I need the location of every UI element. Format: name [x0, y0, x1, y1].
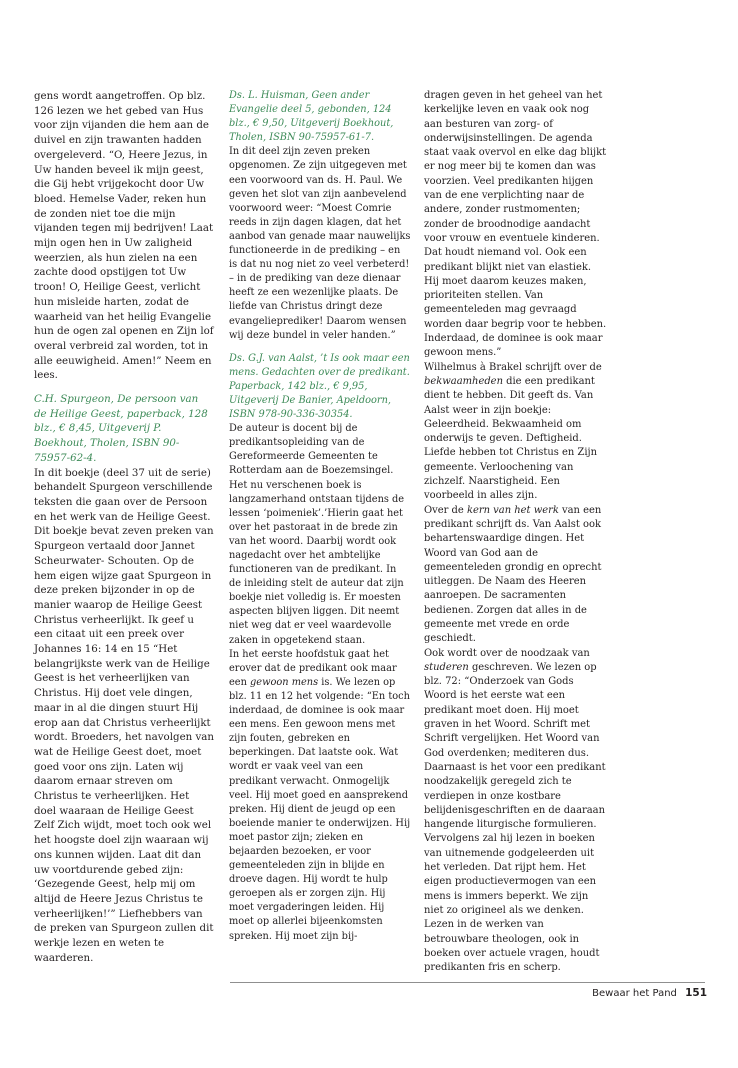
- page-footer: [592, 987, 707, 999]
- body-paragraph: dragen geven in het geheel van het kerkelijke leven en vaak ook nog aan besturen van zorg- of onderwijsinstellingen. De agenda staat vaak overvol en elke dag blijkt er nog meer bij te komen dan was voorzien. Veel predikanten hijgen van de ene verplichting naar de andere, zonder rustmomenten; zonder de broodnodige aandacht voor vrouw en eventuele kinderen. Dat houdt niemand vol. Ook een predikant blijkt niet van elastiek. Hij moet daarom keuzes maken, prioriteiten stellen. Van gemeenteleden mag gevraagd worden daar begrip voor te hebben. Inderdaad, de dominee is ook maar gewoon mens.”: [424, 90, 607, 359]
- emphasis: gewoon mens: [250, 676, 319, 688]
- body-paragraph: [424, 361, 608, 504]
- body-paragraph: In dit boekje (deel 37 uit de serie) behandelt Spurgeon verschillende teksten die gaan over de Persoon en het werk van de Heilige Geest. Dit boekje bevat zeven preken van Spurgeon vertaald door Jannet Scheurwater- Schouten. Op de hem eigen wijze gaat Spurgeon in deze preken bijzonder in op de manier waarop de Heilige Geest Christus verheerlijkt. Ik geef u een citaat uit een preek over Johannes 16: 14 en 15 “Het belangrijkste werk van de Heilige Geest is het verheerlijken van Christus. Hij doet vele dingen, maar in al die dingen stuurt Hij erop aan dat Christus verheerlijkt wordt. Broeders, het navolgen van wat de Heilige Geest doet, moet goed voor ons zijn. Laten wij daarom ernaar streven om Christus te verheerlijken. Het doel waaraan de Heilige Geest Zelf Zich wijdt, moet toch ook wel het hoogste doel zijn waaraan wij ons kunnen wijden. Laat dit dan uw voortdurende gebed zijn: ‘Gezegende Geest, help mij om altijd de Heere Jezus Christus te verheerlijken!’” Liefhebbers van de preken van Spurgeon zullen dit werkje lezen en weten te waarderen.: [34, 466, 215, 964]
- emphasis: studeren: [424, 661, 469, 673]
- text-run: Over de: [424, 504, 467, 516]
- body-paragraph: gens wordt aangetroffen. Op blz. 126 lezen we het gebed van Hus voor zijn vijanden die hem aan de duivel en zijn trawanten hadden overgeleverd. “O, Heere Jezus, in Uw handen beveel ik mijn geest, die Gij hebt vrijgekocht door Uw bloed. Hemelse Vader, reken hun de zonden niet toe die mijn vijanden tegen mij bedrijven! Laat mijn ogen hen in Uw zaligheid weerzien, als hun zielen na een zachte dood opstijgen tot Uw troon! O, Heilige Geest, verlicht hun misleide harten, zodat de waarheid van het heilig Evangelie hun de ogen zal openen en Zijn lof overal verbreid zal worden, tot in alle eeuwigheid. Amen!” Neem en lees.: [34, 90, 214, 382]
- book-citation: Ds. L. Huisman, Geen ander Evangelie deel 5, gebonden, 124 blz., € 9,50, Uitgeverij Boekhout, Tholen, ISBN 90-75957-61-7.: [229, 90, 394, 144]
- body-paragraph: De auteur is docent bij de predikantsopleiding van de Gereformeerde Gemeenten te Rotterdam aan de Boezemsingel. Het nu verschenen boek is langzamerhand ontstaan tijdens de lessen ‘poimeniek’.’Hierin gaat het over het pastoraat in de brede zin van het woord. Daarbij wordt ook nagedacht over het ambtelijke functioneren van de predikant. In de inleiding stelt de auteur dat zijn boekje niet volledig is. Er moesten aspecten blijven liggen. Dit neemt niet weg dat er veel waardevolle zaken in opgetekend staan.: [229, 423, 405, 646]
- book-citation: C.H. Spurgeon, De persoon van de Heilige Geest, paperback, 128 blz., € 8,45, Uitgeverij P. Boekhout, Tholen, ISBN 90-75957-62-4.: [34, 393, 208, 464]
- text-run: Ook wordt over de noodzaak van: [424, 647, 590, 659]
- body-paragraph: [229, 648, 411, 944]
- footer-divider: [230, 982, 705, 983]
- text-column-3: [424, 89, 608, 975]
- emphasis: bekwaamheden: [424, 375, 503, 387]
- book-citation: Ds. G.J. van Aalst, ’t Is ook maar een mens. Gedachten over de predikant. Paperback, 142 blz., € 9,95, Uitgeverij De Banier, Apeldoorn, ISBN 978-90-336-30354.: [229, 352, 410, 421]
- magazine-name: Bewaar het Pand: [592, 988, 677, 999]
- text-run: van een predikant schrijft ds. Van Aalst ook behartenswaardige dingen. Het Woord van God aan de gemeenteleden grondig en oprecht uitleggen. De Naam des Heeren aanroepen. De sacramenten bedienen. Zorgen dat alles in de gemeente met vrede en orde geschiedt.: [424, 504, 602, 645]
- body-paragraph: [424, 647, 608, 976]
- text-run: is. We lezen op blz. 11 en 12 het volgende: “En toch inderdaad, de dominee is ook maar een mens. Een gewoon mens met zijn fouten, gebreken en beperkingen. Dat laatste ook. Wat wordt er vaak veel van een predikant verwacht. Onmogelijk veel. Hij moet goed en aansprekend preken. Hij dient de jeugd op een boeiende manier te onderwijzen. Hij moet pastor zijn; zieken en bejaarden bezoeken, er voor gemeenteleden zijn in blijde en droeve dagen. Hij wordt te hulp geroepen als er zorgen zijn. Hij moet vergaderingen leiden. Hij moet op allerlei bijeenkomsten spreken. Hij moet zijn bij-: [229, 676, 411, 942]
- text-column-2: [229, 89, 411, 944]
- text-run: Wilhelmus à Brakel schrijft over de: [424, 361, 602, 373]
- page-number: 151: [685, 987, 707, 999]
- text-run: In het eerste hoofdstuk gaat het erover dat de predikant ook maar een: [229, 648, 397, 688]
- text-run: geschreven. We lezen op blz. 72: “Onderzoek van Gods Woord is het eerste wat een predikant moet doen. Hij moet graven in het Woord. Schrift met Schrift vergelijken. Het Woord van God overdenken; mediteren dus. Daarnaast is het voor een predikant noodzakelijk geregeld zich te verdiepen in onze kostbare belijdenisgeschriften en de daaraan hangende liturgische formulieren. Vervolgens zal hij lezen in boeken van uitnemende godgeleerden uit het verleden. Dat rijpt hem. Het eigen productievermogen van een mens is immers beperkt. We zijn niet zo origineel als we denken. Lezen in de werken van betrouwbare theologen, ook in boeken over actuele vragen, houdt predikanten fris en scherp.: [424, 661, 606, 974]
- emphasis: kern van het werk: [466, 504, 559, 516]
- body-paragraph: In dit deel zijn zeven preken opgenomen. Ze zijn uitgegeven met een voorwoord van ds. H. Paul. We geven het slot van zijn aanbevelend voorwoord weer: “Moest Comrie reeds in zijn dagen klagen, dat het aanbod van genade maar nauwelijks functioneerde in de prediking – en is dat nu nog niet zo veel verbeterd! – in de prediking van deze dienaar heeft ze een wezenlijke plaats. De liefde van Christus dringt deze evangelieprediker! Daarom wensen wij deze bundel in veler handen.”: [229, 146, 411, 341]
- body-paragraph: [424, 504, 608, 647]
- text-run: die een predikant dient te hebben. Dit geeft ds. Van Aalst weer in zijn boekje: Geleerdheid. Bekwaamheid om onderwijs te geven. Deftigheid. Liefde hebben tot Christus en Zijn gemeente. Verloochening van zichzelf. Naarstigheid. Een voorbeeld in alles zijn.: [424, 375, 597, 502]
- text-column-1: [34, 89, 214, 965]
